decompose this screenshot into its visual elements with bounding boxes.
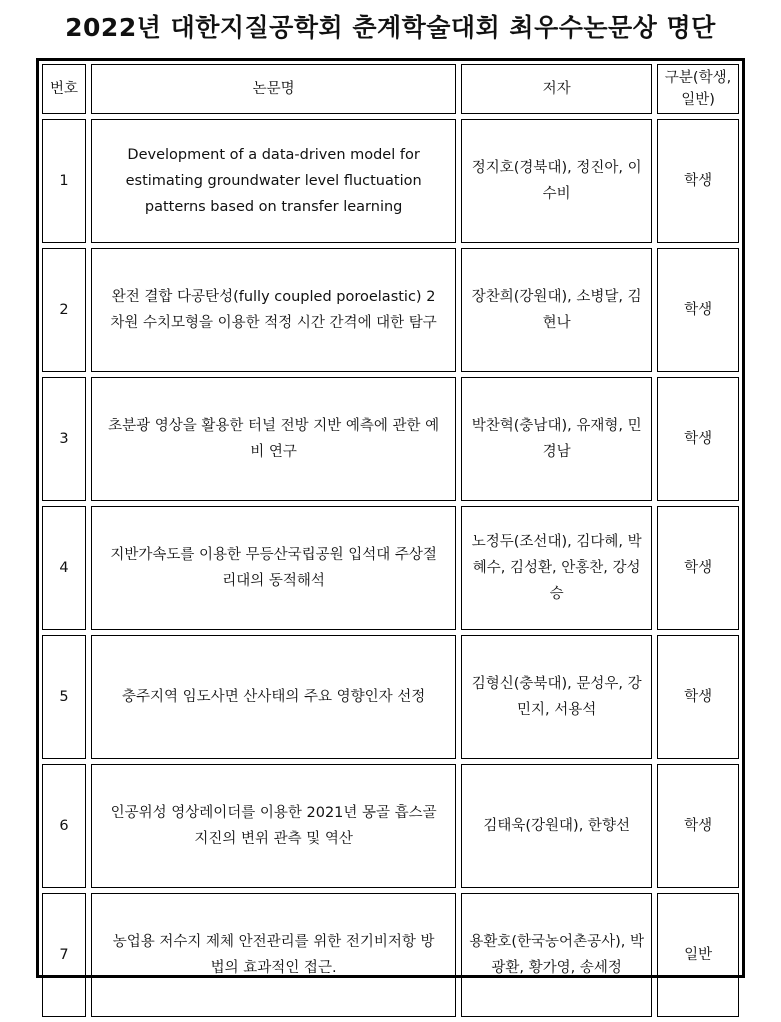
table-row — [42, 764, 739, 888]
row-category: 학생 — [657, 764, 739, 888]
row-category: 학생 — [657, 635, 739, 759]
row-number: 7 — [42, 893, 86, 1017]
header-authors: 저자 — [461, 64, 652, 114]
row-number: 1 — [42, 119, 86, 243]
row-category: 학생 — [657, 506, 739, 630]
row-paper-title: Development of a data-driven model for estimating groundwater level fluctuation patterns based on transfer learning — [91, 119, 456, 243]
row-category: 일반 — [657, 893, 739, 1017]
row-paper-title: 지반가속도를 이용한 무등산국립공원 입석대 주상절리대의 동적해석 — [91, 506, 456, 630]
row-category: 학생 — [657, 377, 739, 501]
table-row — [42, 377, 739, 501]
row-authors: 용환호(한국농어촌공사), 박광환, 황가영, 송세정 — [461, 893, 652, 1017]
row-paper-title: 농업용 저수지 제체 안전관리를 위한 전기비저항 방법의 효과적인 접근. — [91, 893, 456, 1017]
table-row — [42, 506, 739, 630]
row-number: 6 — [42, 764, 86, 888]
row-authors: 노정두(조선대), 김다혜, 박혜수, 김성환, 안홍찬, 강성승 — [461, 506, 652, 630]
row-authors: 김형신(충북대), 문성우, 강민지, 서용석 — [461, 635, 652, 759]
row-number: 5 — [42, 635, 86, 759]
row-paper-title: 초분광 영상을 활용한 터널 전방 지반 예측에 관한 예비 연구 — [91, 377, 456, 501]
row-category: 학생 — [657, 248, 739, 372]
table-row — [42, 893, 739, 1017]
row-authors: 박찬혁(충남대), 유재형, 민경남 — [461, 377, 652, 501]
row-authors: 장찬희(강원대), 소병달, 김현나 — [461, 248, 652, 372]
header-category: 구분(학생, 일반) — [657, 64, 739, 114]
row-paper-title: 인공위성 영상레이더를 이용한 2021년 몽골 흡스골 지진의 변위 관측 및 역산 — [91, 764, 456, 888]
row-category: 학생 — [657, 119, 739, 243]
award-table — [37, 59, 744, 1022]
row-authors: 정지호(경북대), 정진아, 이수비 — [461, 119, 652, 243]
row-number: 3 — [42, 377, 86, 501]
page-title: 2022년 대한지질공학회 춘계학술대회 최우수논문상 명단 — [65, 13, 716, 42]
header-paper: 논문명 — [91, 64, 456, 114]
table-row — [42, 635, 739, 759]
row-authors: 김태욱(강원대), 한향선 — [461, 764, 652, 888]
row-paper-title: 완전 결합 다공탄성(fully coupled poroelastic) 2차원 수치모형을 이용한 적정 시간 간격에 대한 탐구 — [91, 248, 456, 372]
award-table-frame — [36, 58, 745, 978]
table-row — [42, 119, 739, 243]
row-number: 4 — [42, 506, 86, 630]
header-number: 번호 — [42, 64, 86, 114]
row-number: 2 — [42, 248, 86, 372]
table-header-row — [42, 64, 739, 114]
table-row — [42, 248, 739, 372]
row-paper-title: 충주지역 임도사면 산사태의 주요 영향인자 선정 — [91, 635, 456, 759]
